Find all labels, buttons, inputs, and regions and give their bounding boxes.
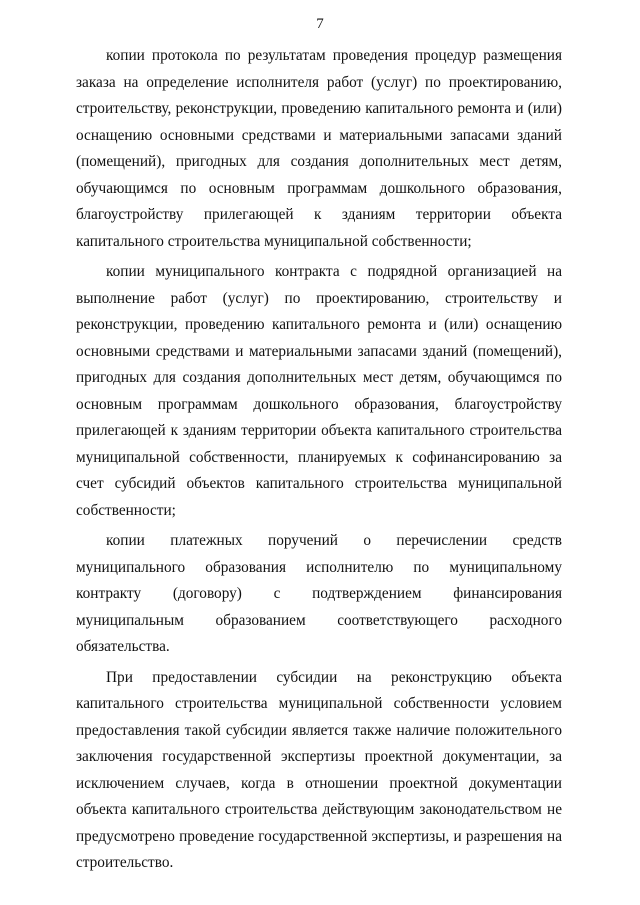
paragraph-reconstruction-condition: При предоставлении субсидии на реконструкцию объекта капитального строительства муниципальной собственности условием предоставления такой субсидии является также наличие положительного заключения государственной экспертизы проектной документации, за исключением случаев, когда в отношении проектной документации объекта капитального строительства действующим законодательством не предусмотрено проведение государственной экспертизы, и разрешения на строительство. [76,668,562,871]
document-body [76,43,562,877]
paragraph-contract-copies: копии муниципального контракта с подрядной организацией на выполнение работ (услуг) по проектированию, строительству и реконструкции, проведению капитального ремонта и (или) оснащению основными средствами и материальными запасами зданий (помещений), пригодных для создания дополнительных мест детям, обучающимся по основным программам дошкольного образования, благоустройству прилегающей к зданиям территории объекта капитального строительства муниципальной собственности, планируемых к софинансированию за счет субсидий объектов капитального строительства муниципальной собственности; [76,263,562,519]
page-number: 7 [316,16,324,32]
paragraph-payment-orders: копии платежных поручений о перечислении средств муниципального образования исполнителю по муниципальному контракту (договору) с подтверждением финансирования муниципальным образованием соответствующего расходного обязательства. [76,532,562,655]
paragraph-protocol-copies: копии протокола по результатам проведения процедур размещения заказа на определение исполнителя работ (услуг) по проектированию, строительству, реконструкции, проведению капитального ремонта и (или) оснащению основными средствами и материальными запасами зданий (помещений), пригодных для создания дополнительных мест детям, обучающимся по основным программам дошкольного образования, благоустройству прилегающей к зданиям территории объекта капитального строительства муниципальной собственности; [76,47,562,250]
